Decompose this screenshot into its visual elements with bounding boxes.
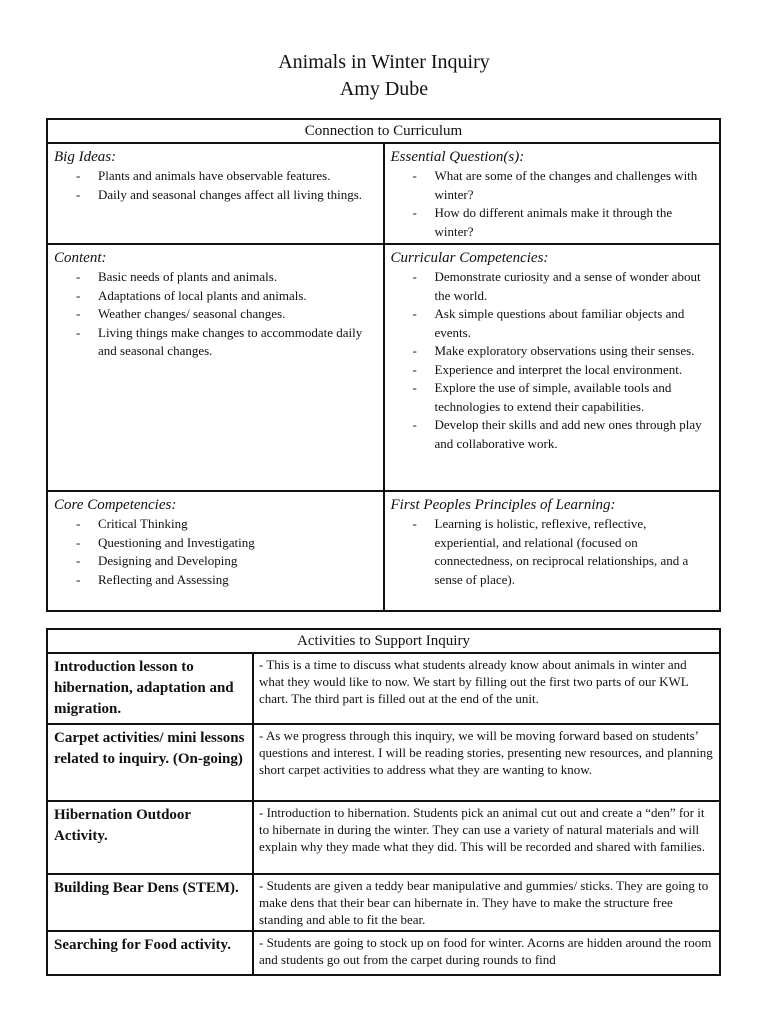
curricular-competencies-label: Curricular Competencies: [390, 250, 549, 266]
list-item: - Ask simple questions about familiar objects and events. [391, 305, 714, 342]
activity-name: Introduction lesson to hibernation, adaptation and migration. [47, 653, 253, 724]
core-competencies-list [54, 515, 377, 589]
table-row [47, 874, 720, 931]
curricular-competencies-cell [384, 244, 721, 491]
activities-table [46, 628, 721, 976]
activities-heading: Activities to Support Inquiry [47, 629, 720, 653]
list-item: - Reflecting and Assessing [54, 571, 377, 590]
activity-description: - As we progress through this inquiry, we will be moving forward based on students’ questions and interest. I will be reading stories, presenting new resources, and planning short carpet activities to address what they are wanting to know. [253, 724, 720, 801]
content-cell [47, 244, 384, 491]
table-row [47, 724, 720, 801]
essential-questions-cell [384, 143, 721, 244]
essential-questions-list [391, 167, 714, 241]
list-item: - Demonstrate curiosity and a sense of wonder about the world. [391, 268, 714, 305]
content-list [54, 268, 377, 361]
first-peoples-list [391, 515, 714, 589]
core-competencies-cell [47, 491, 384, 611]
activity-description: - This is a time to discuss what students already know about animals in winter and what they would like to now. We start by filling out the first two parts of our KWL chart. The third part is filled out at the end of the unit. [253, 653, 720, 724]
list-item: - Make exploratory observations using their senses. [391, 342, 714, 361]
activity-name: Hibernation Outdoor Activity. [47, 801, 253, 874]
list-item: - Plants and animals have observable features. [54, 167, 377, 186]
table-row [47, 653, 720, 724]
activity-description: - Students are going to stock up on food for winter. Acorns are hidden around the room and students go out from the carpet during rounds to find [253, 931, 720, 975]
curricular-competencies-list [391, 268, 714, 453]
list-item: - Designing and Developing [54, 552, 377, 571]
curriculum-table [46, 118, 721, 612]
table-row [47, 801, 720, 874]
activity-description: - Students are given a teddy bear manipulative and gummies/ sticks. They are going to make dens that their bear can hibernate in. They have to make the structure free standing and able to fit the bear. [253, 874, 720, 931]
list-item: - What are some of the changes and challenges with winter? [391, 167, 714, 204]
activity-description: - Introduction to hibernation. Students pick an animal cut out and create a “den” for it to hibernate in during the winter. They can use a variety of natural materials and will explain why they made what they did. This will be recorded and shared with families. [253, 801, 720, 874]
document-title: Animals in Winter Inquiry [278, 51, 490, 73]
list-item: - Develop their skills and add new ones through play and collaborative work. [391, 416, 714, 453]
first-peoples-cell [384, 491, 721, 611]
activity-name: Building Bear Dens (STEM). [47, 874, 253, 931]
list-item: - Daily and seasonal changes affect all living things. [54, 186, 377, 205]
table-row [47, 931, 720, 975]
document-author: Amy Dube [339, 78, 429, 100]
list-item: - Weather changes/ seasonal changes. [54, 305, 377, 324]
list-item: - Living things make changes to accommodate daily and seasonal changes. [54, 324, 377, 361]
list-item: - Basic needs of plants and animals. [54, 268, 377, 287]
big-ideas-list [54, 167, 377, 204]
content-label: Content: [54, 250, 107, 266]
list-item: - Explore the use of simple, available tools and technologies to extend their capabilities. [391, 379, 714, 416]
activity-name: Searching for Food activity. [47, 931, 253, 975]
first-peoples-label: First Peoples Principles of Learning: [390, 497, 616, 513]
curriculum-heading: Connection to Curriculum [47, 119, 720, 143]
big-ideas-label: Big Ideas: [54, 149, 117, 165]
big-ideas-cell [47, 143, 384, 244]
essential-questions-label: Essential Question(s): [390, 149, 525, 165]
list-item: - Questioning and Investigating [54, 534, 377, 553]
list-item: - Experience and interpret the local environment. [391, 361, 714, 380]
list-item: - Adaptations of local plants and animals. [54, 287, 377, 306]
list-item: - How do different animals make it through the winter? [391, 204, 714, 241]
core-competencies-label: Core Competencies: [54, 497, 177, 513]
activity-name: Carpet activities/ mini lessons related to inquiry. (On-going) [47, 724, 253, 801]
list-item: - Learning is holistic, reflexive, reflective, experiential, and relational (focused on connectedness, on reciprocal relationships, and a sense of place). [391, 515, 714, 589]
list-item: - Critical Thinking [54, 515, 377, 534]
